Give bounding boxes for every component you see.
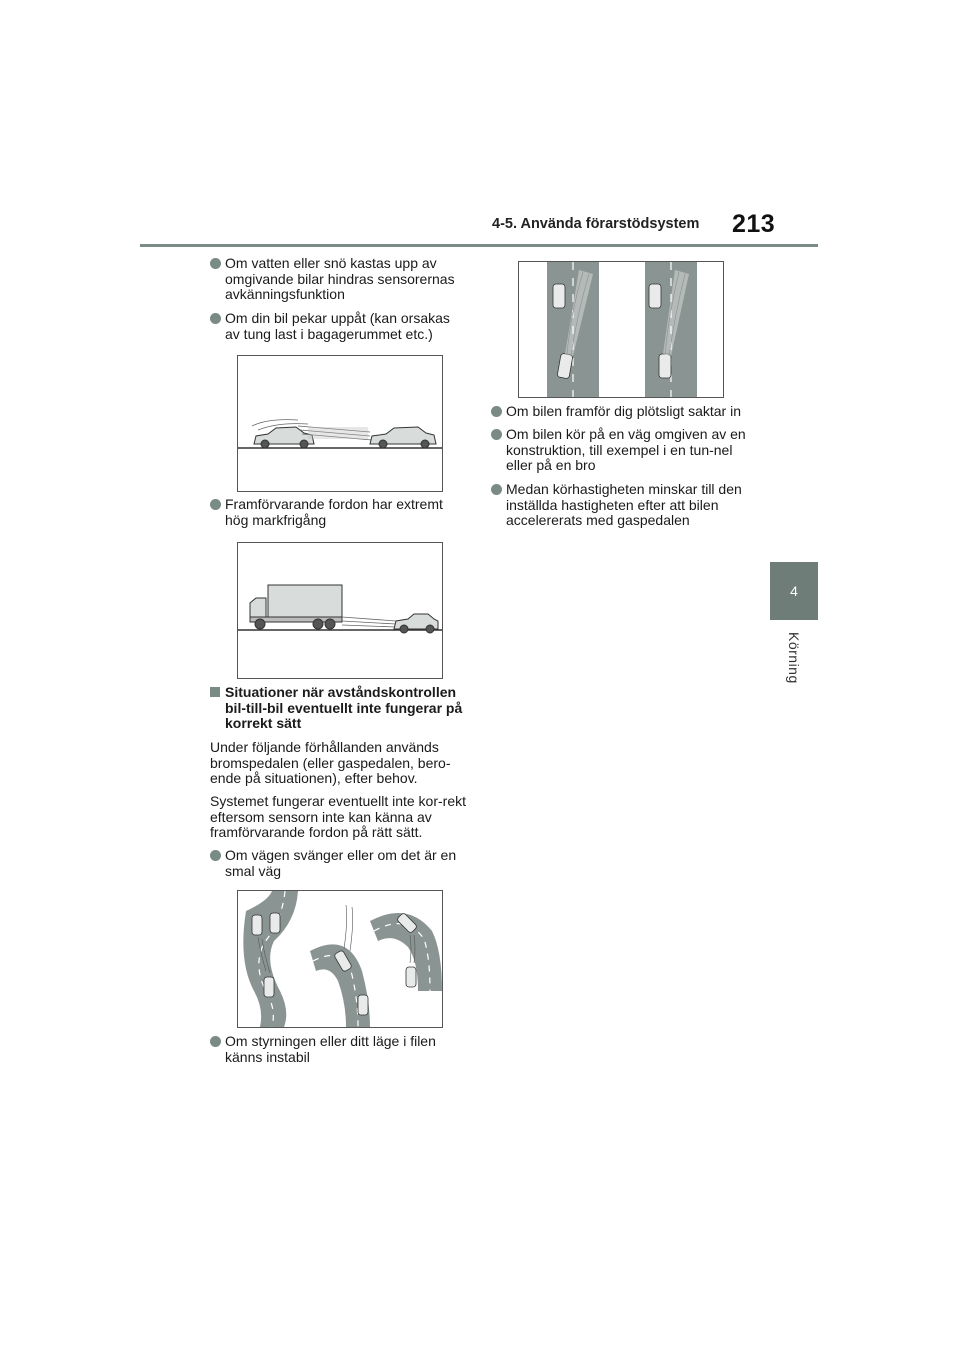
figure-high-clearance-truck xyxy=(237,542,443,679)
chapter-number: 4 xyxy=(790,583,798,599)
page-number: 213 xyxy=(732,210,776,238)
left-bullet-3: Framförvarande fordon har extremt hög markfrigång xyxy=(210,497,465,528)
bullet-dot-icon xyxy=(210,313,221,324)
right-bullet-2: Om bilen kör på en väg omgiven av en konstruktion, till exempel i en tun-nel eller på en bro xyxy=(491,427,753,474)
heading-square-icon xyxy=(210,687,220,697)
right-bullet-3: Medan körhastigheten minskar till den inställda hastigheten efter att bilen accelererats med gaspedalen xyxy=(491,482,753,529)
bullet-dot-icon xyxy=(210,258,221,269)
chapter-name: Körning xyxy=(786,632,802,684)
bullet-dot-icon xyxy=(491,484,502,495)
paragraph-1: Under följande förhållanden används bromspedalen (eller gaspedalen, bero-ende på situationen), efter behov. xyxy=(210,739,451,786)
truck-icon xyxy=(250,585,342,629)
left-bullet-1: Om vatten eller snö kastas upp av omgivande bilar hindras sensorernas avkänningsfunktion xyxy=(210,256,465,303)
bullet-dot-icon xyxy=(210,850,221,861)
front-car-icon xyxy=(370,427,436,448)
bullet-dot-icon xyxy=(210,499,221,510)
bullet-dot-icon xyxy=(210,1036,221,1047)
section-heading: Situationer när avståndskontrollen bil-till-bil eventuellt inte fungerar på korrekt sätt xyxy=(210,685,468,732)
bullet-dot-icon xyxy=(491,429,502,440)
section-title: 4-5. Använda förarstödsystem xyxy=(492,216,700,232)
chapter-tab xyxy=(770,562,818,620)
right-bullet-1: Om bilen framför dig plötsligt saktar in xyxy=(491,404,753,420)
left-bullet-2: Om din bil pekar uppåt (kan orsakas av tung last i bagagerummet etc.) xyxy=(210,311,465,342)
left-bullet-5: Om styrningen eller ditt läge i filen känns instabil xyxy=(210,1034,468,1065)
bullet-dot-icon xyxy=(491,406,502,417)
figure-water-spray xyxy=(237,355,443,492)
left-bullet-4: Om vägen svänger eller om det är en smal väg xyxy=(210,848,468,879)
paragraph-2: Systemet fungerar eventuellt inte kor-rekt eftersom sensorn inte kan känna av framförvarande fordon på rätt sätt. xyxy=(210,793,467,840)
figure-lane-position xyxy=(518,261,724,398)
figure-curved-roads xyxy=(237,890,443,1028)
header-divider xyxy=(140,244,818,247)
